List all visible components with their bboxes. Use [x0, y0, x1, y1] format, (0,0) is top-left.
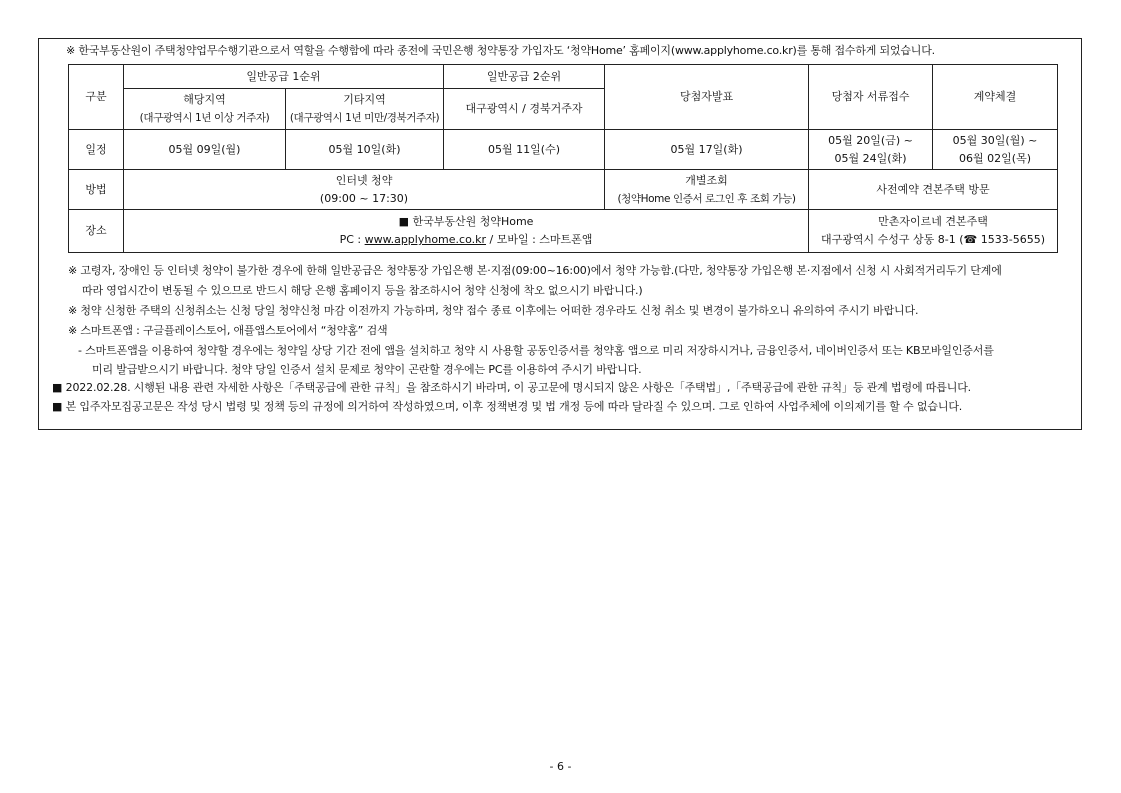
docs-start: 05월 20일(금) ~	[828, 133, 913, 147]
schedule-contract	[933, 130, 1058, 170]
place-apply-site: ■ 한국부동산원 청약Home	[398, 215, 534, 228]
docs-end: 05월 24일(화)	[834, 151, 907, 165]
schedule-announce: 05월 17일(화)	[605, 130, 809, 170]
contract-start: 05월 30일(월) ~	[952, 133, 1038, 147]
method-apply-type: 인터넷 청약	[335, 173, 393, 187]
schedule-docs	[809, 130, 933, 170]
header-first-rank: 일반공급 1순위	[124, 65, 444, 89]
header-local-area	[124, 89, 286, 130]
local-area-condition: (대구광역시 1년 이상 거주자)	[139, 112, 270, 124]
pc-label: PC :	[339, 233, 365, 246]
header-contract: 계약체결	[933, 65, 1058, 130]
note-regulation: ■ 2022.02.28. 시행된 내용 관련 자세한 사항은「주택공급에 관한 규칙」을 참조하시기 바라며, 이 공고문에 명시되지 않은 사항은「주택법」,「주택공급에 관한 규칙」등 관계 법령에 따릅니다.	[52, 381, 972, 394]
header-gubun: 구분	[69, 65, 124, 130]
place-apply-access	[126, 231, 806, 249]
schedule-other: 05월 10일(화)	[286, 130, 444, 170]
note-cancel: ※ 청약 신청한 주택의 신청취소는 신청 당일 청약신청 마감 이전까지 가능하며, 청약 접수 종료 이후에는 어떠한 경우라도 신청 취소 및 변경이 불가하오니 유의하여 주시기 바랍니다.	[68, 304, 919, 317]
place-model-house	[809, 210, 1058, 253]
method-docs-contract: 사전예약 견본주택 방문	[809, 170, 1058, 210]
note-certificate-line1: - 스마트폰앱을 이용하여 청약할 경우에는 청약일 상당 기간 전에 앱을 설치하고 청약 시 사용할 공동인증서를 청약홈 앱으로 미리 저장하시거나, 금융인증서, 네이버인증서 또는 KB모바일인증서를	[78, 344, 994, 357]
model-house-address: 대구광역시 수성구 상동 8-1 (☎ 1533-5655)	[821, 233, 1045, 246]
schedule-local: 05월 09일(월)	[124, 130, 286, 170]
note-elderly-line1: ※ 고령자, 장애인 등 인터넷 청약이 불가한 경우에 한해 일반공급은 청약통장 가입은행 본·지점(09:00~16:00)에서 청약 가능함.(다만, 청약통장 가입은행 본·지점에서 신청 시 사회적거리두기 단계에	[68, 264, 1002, 277]
applyhome-link[interactable]: www.applyhome.co.kr	[364, 233, 487, 246]
header-second-area: 대구광역시 / 경북거주자	[444, 89, 605, 130]
method-apply	[124, 170, 605, 210]
header-announce: 당첨자발표	[605, 65, 809, 130]
method-announce-type: 개별조회	[685, 173, 728, 187]
contract-end: 06월 02일(목)	[959, 151, 1031, 165]
row-label-place: 장소	[69, 210, 124, 253]
page-number: - 6 -	[549, 760, 572, 773]
method-announce	[605, 170, 809, 210]
note-elderly-line2: 따라 영업시간이 변동될 수 있으므로 반드시 해당 은행 홈페이지 등을 참조하시어 청약 신청에 착오 없으시기 바랍니다.)	[82, 284, 643, 297]
schedule-second: 05월 11일(수)	[444, 130, 605, 170]
local-area-label: 해당지역	[183, 93, 226, 106]
applyhome-notice: ※ 한국부동산원이 주택청약업무수행기관으로서 역할을 수행함에 따라 종전에 국민은행 청약통장 가입자도 ‘청약Home’ 홈페이지(www.applyhome.co.kr)를 통해 접수하게 되었습니다.	[66, 44, 935, 57]
table-row	[69, 170, 1058, 210]
note-smartphone-app: ※ 스마트폰앱 : 구글플레이스토어, 애플앱스토어에서 “청약홈” 검색	[68, 324, 388, 337]
note-certificate-line2: 미리 발급받으시기 바랍니다. 청약 당일 인증서 설치 문제로 청약이 곤란할 경우에는 PC를 이용하여 주시기 바랍니다.	[92, 363, 642, 376]
table-row	[69, 130, 1058, 170]
note-disclaimer: ■ 본 입주자모집공고문은 작성 당시 법령 및 정책 등의 규정에 의거하여 작성하였으며, 이후 정책변경 및 법 개정 등에 따라 달라질 수 있으며. 그로 인하여 사업주체에 이의제기를 할 수 없습니다.	[52, 400, 963, 413]
header-docs: 당첨자 서류접수	[809, 65, 933, 130]
header-second-rank: 일반공급 2순위	[444, 65, 605, 89]
row-label-schedule: 일정	[69, 130, 124, 170]
mobile-label: / 모바일 : 스마트폰앱	[486, 233, 593, 246]
model-house-name: 만촌자이르네 견본주택	[878, 215, 988, 228]
header-other-area	[286, 89, 444, 130]
other-area-label: 기타지역	[343, 93, 386, 106]
other-area-condition: (대구광역시 1년 미만/경북거주자)	[289, 112, 440, 124]
place-apply	[124, 210, 809, 253]
row-label-method: 방법	[69, 170, 124, 210]
schedule-table	[68, 64, 1058, 253]
method-announce-detail: (청약Home 인증서 로그인 후 조회 가능)	[617, 192, 796, 205]
table-row	[69, 65, 1058, 89]
method-apply-hours: (09:00 ~ 17:30)	[319, 191, 409, 205]
table-row	[69, 210, 1058, 253]
